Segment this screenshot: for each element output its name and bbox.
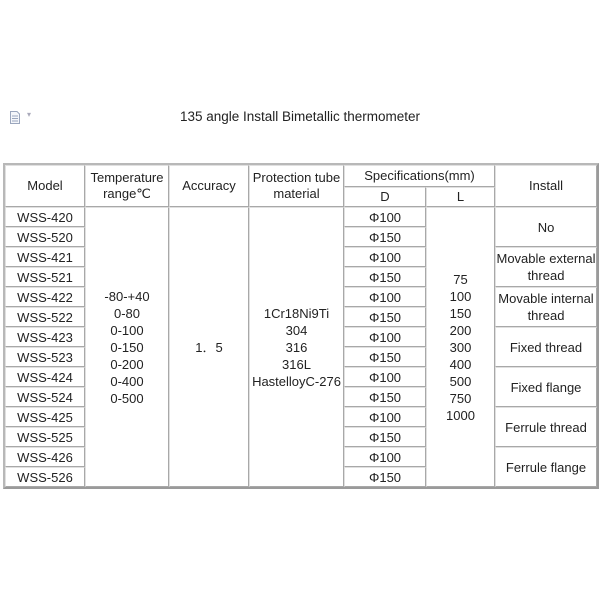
install-cell: Fixed thread xyxy=(495,327,597,367)
diameter-cell: Φ100 xyxy=(344,207,426,227)
diameter-cell: Φ100 xyxy=(344,447,426,467)
header-install: Install xyxy=(495,165,597,207)
install-cell: Movable internal thread xyxy=(495,287,597,327)
diameter-cell: Φ100 xyxy=(344,247,426,267)
header-temperature-range-text: Temperature range℃ xyxy=(90,170,164,201)
model-cell: WSS-523 xyxy=(5,347,85,367)
material-value: 316L xyxy=(282,356,311,372)
table-row xyxy=(5,207,597,227)
header-accuracy: Accuracy xyxy=(169,165,249,207)
spec-table xyxy=(3,163,599,489)
install-cell: No xyxy=(495,207,597,247)
length-value: 75 xyxy=(453,271,468,287)
dropdown-caret-icon[interactable]: ▾ xyxy=(27,110,32,119)
diameter-cell: Φ150 xyxy=(344,347,426,367)
model-cell: WSS-526 xyxy=(5,467,85,487)
model-cell: WSS-520 xyxy=(5,227,85,247)
diameter-cell: Φ150 xyxy=(344,267,426,287)
model-cell: WSS-521 xyxy=(5,267,85,287)
temperature-range-value: 0-150 xyxy=(110,339,144,355)
diameter-cell: Φ150 xyxy=(344,387,426,407)
table-header-row xyxy=(5,165,597,187)
header-protection-tube-material: Protection tube material xyxy=(249,165,344,207)
material-value: 304 xyxy=(285,322,308,338)
temperature-range-value: 0-200 xyxy=(110,356,144,372)
temperature-range-value: -80-+40 xyxy=(104,288,150,304)
length-value: 200 xyxy=(449,322,472,338)
model-cell: WSS-425 xyxy=(5,407,85,427)
header-spec-d: D xyxy=(344,187,426,207)
length-value: 500 xyxy=(449,373,472,389)
diameter-cell: Φ150 xyxy=(344,467,426,487)
model-cell: WSS-426 xyxy=(5,447,85,467)
length-value: 400 xyxy=(449,356,472,372)
temperature-range-value: 0-80 xyxy=(113,305,141,321)
model-cell: WSS-423 xyxy=(5,327,85,347)
model-cell: WSS-422 xyxy=(5,287,85,307)
header-temperature-range xyxy=(85,165,169,207)
model-cell: WSS-420 xyxy=(5,207,85,227)
material-value: HastelloyC-276 xyxy=(252,373,341,389)
temperature-range-value: 0-400 xyxy=(110,373,144,389)
temperature-range-value: 0-100 xyxy=(110,322,144,338)
header-spec-l: L xyxy=(426,187,495,207)
diameter-cell: Φ150 xyxy=(344,227,426,247)
temperature-range-value: 0-500 xyxy=(110,390,144,406)
length-value: 100 xyxy=(449,288,472,304)
material-value: 316 xyxy=(285,339,308,355)
length-value: 300 xyxy=(449,339,472,355)
temperature-range-cell xyxy=(85,207,169,487)
length-value: 750 xyxy=(449,390,472,406)
material-value: 1Cr18Ni9Ti xyxy=(263,305,330,321)
model-cell: WSS-522 xyxy=(5,307,85,327)
diameter-cell: Φ100 xyxy=(344,287,426,307)
length-value: 1000 xyxy=(446,407,475,423)
diameter-cell: Φ150 xyxy=(344,307,426,327)
install-cell: Fixed flange xyxy=(495,367,597,407)
diameter-cell: Φ100 xyxy=(344,407,426,427)
accuracy-cell: 1．5 xyxy=(169,207,249,487)
page-title: 135 angle Install Bimetallic thermometer xyxy=(179,109,421,124)
diameter-cell: Φ100 xyxy=(344,327,426,347)
model-cell: WSS-525 xyxy=(5,427,85,447)
model-cell: WSS-421 xyxy=(5,247,85,267)
diameter-cell: Φ150 xyxy=(344,427,426,447)
material-cell xyxy=(249,207,344,487)
install-cell: Movable external thread xyxy=(495,247,597,287)
model-cell: WSS-524 xyxy=(5,387,85,407)
length-cell xyxy=(426,207,495,487)
model-cell: WSS-424 xyxy=(5,367,85,387)
length-value: 150 xyxy=(449,305,472,321)
header-model: Model xyxy=(5,165,85,207)
install-cell: Ferrule thread xyxy=(495,407,597,447)
diameter-cell: Φ100 xyxy=(344,367,426,387)
header-specifications: Specifications(mm) xyxy=(344,165,495,187)
install-cell: Ferrule flange xyxy=(495,447,597,487)
